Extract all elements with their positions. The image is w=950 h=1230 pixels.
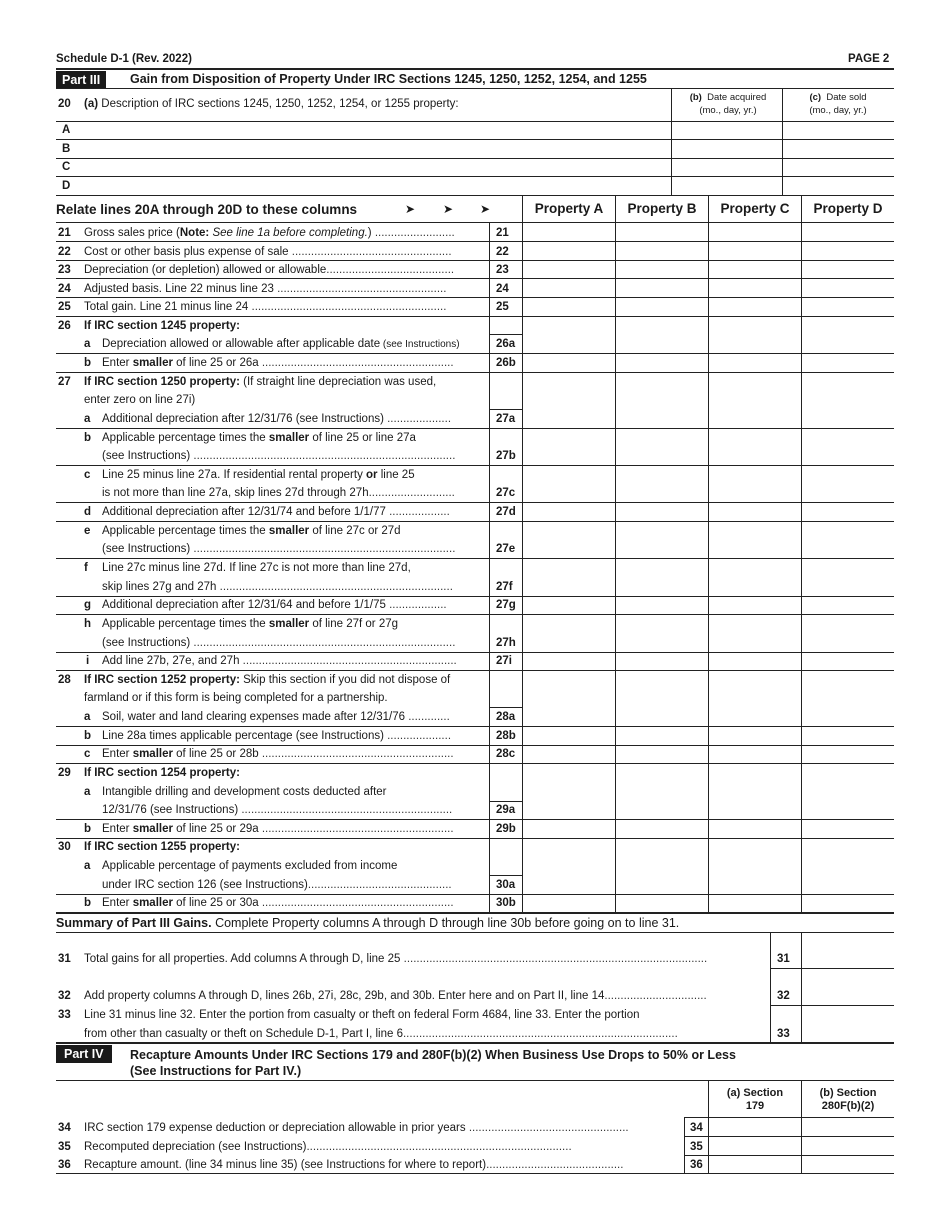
amount-input[interactable] (523, 429, 615, 465)
line22-label: Cost or other basis plus expense of sale .................................................. (84, 246, 452, 258)
line26b-label: Enter smaller of line 25 or 26a ............................................................ (102, 357, 454, 369)
summary-amount-input[interactable] (802, 933, 894, 968)
amount-input[interactable] (709, 671, 801, 726)
line27i-label: Add line 27b, 27e, and 27h ................................................................... (102, 655, 457, 667)
amount-input[interactable] (802, 653, 894, 670)
line28b-label: Line 28a times applicable percentage (see Instructions) .................... (102, 730, 452, 742)
recapture-amount-input[interactable] (709, 1118, 801, 1136)
amount-input[interactable] (616, 373, 708, 428)
date-input[interactable] (672, 159, 781, 176)
amount-input[interactable] (709, 466, 801, 502)
line25-label: Total gain. Line 21 minus line 24 ............................................................. (84, 301, 447, 313)
amount-input[interactable] (709, 373, 801, 428)
amount-input[interactable] (616, 429, 708, 465)
amount-input[interactable] (802, 895, 894, 912)
amount-input[interactable] (616, 746, 708, 763)
amount-input[interactable] (802, 354, 894, 372)
amount-input[interactable] (709, 279, 801, 297)
amount-input[interactable] (709, 317, 801, 353)
amount-input[interactable] (709, 503, 801, 521)
line35-label: Recomputed depreciation (see Instructions)................................................................................... (84, 1141, 572, 1153)
amount-input[interactable] (523, 242, 615, 260)
description-input-d[interactable] (84, 177, 670, 194)
amount-input[interactable] (802, 522, 894, 558)
amount-input[interactable] (616, 503, 708, 521)
amount-input[interactable] (709, 429, 801, 465)
line27a-label: Additional depreciation after 12/31/76 (see Instructions) .................... (102, 413, 452, 425)
column-header-property-b: Property B (627, 201, 697, 216)
summary-amount-input[interactable] (802, 1006, 894, 1042)
amount-input[interactable] (523, 559, 615, 596)
line34-label: IRC section 179 expense deduction or depreciation allowable in prior years .................................................. (84, 1122, 629, 1134)
line-number: 20 (58, 98, 71, 110)
line36-label: Recapture amount. (line 34 minus line 35) (see Instructions for where to report)........................................... (84, 1159, 624, 1171)
amount-input[interactable] (709, 839, 801, 894)
line21-label: Gross sales price (Note: See line 1a before completing.) ......................... (84, 227, 455, 239)
line27f-label: Line 27c minus line 27d. If line 27c is not more than line 27d, (102, 562, 411, 574)
arrow-icon: ➤ (480, 202, 491, 216)
amount-input[interactable] (523, 261, 615, 278)
amount-input[interactable] (802, 820, 894, 838)
amount-input[interactable] (616, 764, 708, 819)
col-a-section-179: (a) Section (726, 1087, 784, 1099)
amount-input[interactable] (709, 746, 801, 763)
amount-input[interactable] (523, 503, 615, 521)
line30a-label: Applicable percentage of payments excluded from income (102, 860, 398, 872)
line29a-label: Intangible drilling and development costs deducted after (102, 786, 387, 798)
amount-input[interactable] (616, 261, 708, 278)
line20-description: (a) Description of IRC sections 1245, 1250, 1252, 1254, or 1255 property: (84, 98, 459, 110)
amount-input[interactable] (616, 242, 708, 260)
line31-label: Total gains for all properties. Add columns A through D, line 25 ............................................................................................... (84, 953, 708, 965)
recapture-amount-input[interactable] (709, 1156, 801, 1173)
col-b-header: (b) Date acquired (689, 92, 767, 103)
column-header-property-c: Property C (720, 201, 790, 216)
amount-input[interactable] (616, 466, 708, 502)
amount-input[interactable] (616, 727, 708, 745)
amount-input[interactable] (709, 354, 801, 372)
amount-input[interactable] (523, 279, 615, 297)
form-title: Schedule D-1 (Rev. 2022) (56, 53, 192, 65)
amount-input[interactable] (616, 895, 708, 912)
amount-input[interactable] (802, 503, 894, 521)
amount-input[interactable] (523, 354, 615, 372)
line27b-label: Applicable percentage times the smaller of line 25 or line 27a (102, 432, 416, 444)
amount-input[interactable] (802, 466, 894, 502)
part4-label: Part IV (56, 1045, 112, 1063)
date-input[interactable] (783, 122, 894, 139)
amount-input[interactable] (523, 466, 615, 502)
date-input[interactable] (672, 140, 781, 157)
amount-input[interactable] (523, 597, 615, 614)
amount-input[interactable] (709, 895, 801, 912)
amount-input[interactable] (709, 615, 801, 652)
row-label-c: C (62, 161, 71, 173)
amount-input[interactable] (616, 279, 708, 297)
line30b-label: Enter smaller of line 25 or 30a ............................................................ (102, 897, 454, 909)
row-label-d: D (62, 180, 71, 192)
part4-title: Recapture Amounts Under IRC Sections 179 and 280F(b)(2) When Business Use Drops to 50% or Less (130, 1048, 736, 1062)
line26-heading: If IRC section 1245 property: (84, 320, 240, 332)
amount-input[interactable] (709, 298, 801, 316)
amount-input[interactable] (802, 373, 894, 428)
col-c-header: (c) Date sold (809, 92, 867, 103)
amount-input[interactable] (802, 223, 894, 241)
amount-input[interactable] (802, 242, 894, 260)
amount-input[interactable] (523, 298, 615, 316)
amount-input[interactable] (616, 223, 708, 241)
amount-input[interactable] (802, 597, 894, 614)
amount-input[interactable] (802, 615, 894, 652)
column-header-property-d: Property D (813, 201, 883, 216)
date-input[interactable] (783, 177, 894, 194)
column-header-property-a: Property A (534, 201, 604, 216)
description-input-c[interactable] (84, 159, 670, 176)
page-number: PAGE 2 (848, 53, 890, 65)
line30-heading: If IRC section 1255 property: (84, 841, 240, 853)
line26a-label: Depreciation allowed or allowable after applicable date (see Instructions) (102, 338, 460, 350)
amount-input[interactable] (523, 373, 615, 428)
amount-input[interactable] (616, 317, 708, 353)
date-input[interactable] (672, 122, 781, 139)
amount-input[interactable] (802, 317, 894, 353)
amount-input[interactable] (616, 354, 708, 372)
recapture-amount-input[interactable] (709, 1137, 801, 1155)
amount-input[interactable] (709, 242, 801, 260)
amount-input[interactable] (709, 261, 801, 278)
amount-input[interactable] (802, 429, 894, 465)
line27c-label: Line 25 minus line 27a. If residential rental property or line 25 (102, 469, 415, 481)
row-label-b: B (62, 143, 71, 155)
amount-input[interactable] (802, 727, 894, 745)
amount-input[interactable] (523, 895, 615, 912)
amount-input[interactable] (709, 820, 801, 838)
amount-input[interactable] (616, 298, 708, 316)
divider (56, 68, 894, 70)
amount-input[interactable] (709, 727, 801, 745)
line29-heading: If IRC section 1254 property: (84, 767, 240, 779)
amount-input[interactable] (802, 764, 894, 819)
arrow-icon: ➤ (405, 202, 416, 216)
line27h-label: Applicable percentage times the smaller of line 27f or 27g (102, 618, 399, 630)
line27e-label: Applicable percentage times the smaller of line 27c or 27d (102, 525, 401, 537)
arrow-icon: ➤ (443, 202, 454, 216)
line24-label: Adjusted basis. Line 22 minus line 23 ..................................................... (84, 283, 447, 295)
line32-label: Add property columns A through D, lines 26b, 27i, 28c, 29b, and 30b. Enter here and on Part II, line 14................................ (84, 990, 707, 1002)
recapture-amount-input[interactable] (802, 1118, 894, 1136)
amount-input[interactable] (709, 597, 801, 614)
amount-input[interactable] (523, 746, 615, 763)
line23-label: Depreciation (or depletion) allowed or allowable........................................ (84, 264, 455, 276)
description-input-b[interactable] (84, 140, 670, 157)
amount-input[interactable] (616, 671, 708, 726)
line28-heading: If IRC section 1252 property: Skip this section if you did not dispose of (84, 674, 451, 686)
amount-input[interactable] (802, 261, 894, 278)
amount-input[interactable] (709, 522, 801, 558)
relate-text: Relate lines 20A through 20D to these columns (56, 202, 358, 217)
date-input[interactable] (672, 177, 781, 194)
line27g-label: Additional depreciation after 12/31/64 and before 1/1/75 .................. (102, 599, 447, 611)
amount-input[interactable] (616, 653, 708, 670)
amount-input[interactable] (523, 522, 615, 558)
amount-input[interactable] (523, 317, 615, 353)
amount-input[interactable] (523, 839, 615, 894)
line29b-label: Enter smaller of line 25 or 29a ............................................................ (102, 823, 454, 835)
amount-input[interactable] (802, 279, 894, 297)
summary-amount-input[interactable] (802, 969, 894, 1005)
line27d-label: Additional depreciation after 12/31/74 and before 1/1/77 ................... (102, 506, 450, 518)
date-input[interactable] (783, 140, 894, 157)
amount-input[interactable] (523, 671, 615, 726)
amount-input[interactable] (523, 653, 615, 670)
description-input-a[interactable] (84, 122, 670, 139)
line33-label: Line 31 minus line 32. Enter the portion from casualty or theft on federal Form 4684, line 33. Enter the portion (84, 1009, 640, 1021)
amount-input[interactable] (616, 597, 708, 614)
amount-input[interactable] (616, 559, 708, 596)
recapture-amount-input[interactable] (802, 1137, 894, 1155)
amount-input[interactable] (709, 764, 801, 819)
date-input[interactable] (783, 159, 894, 176)
line27-heading: If IRC section 1250 property: (If straight line depreciation was used, (84, 376, 437, 388)
amount-input[interactable] (523, 223, 615, 241)
amount-input[interactable] (523, 820, 615, 838)
amount-input[interactable] (616, 522, 708, 558)
amount-input[interactable] (709, 223, 801, 241)
amount-input[interactable] (709, 653, 801, 670)
amount-input[interactable] (802, 559, 894, 596)
line28c-label: Enter smaller of line 25 or 28b ............................................................ (102, 748, 454, 760)
summary-heading: Summary of Part III Gains. Complete Property columns A through D through line 30b before going on to line 31. (56, 916, 680, 930)
amount-input[interactable] (802, 746, 894, 763)
amount-input[interactable] (709, 559, 801, 596)
amount-input[interactable] (523, 764, 615, 819)
amount-input[interactable] (802, 298, 894, 316)
recapture-amount-input[interactable] (802, 1156, 894, 1173)
amount-input[interactable] (802, 839, 894, 894)
amount-input[interactable] (523, 615, 615, 652)
amount-input[interactable] (616, 839, 708, 894)
part3-label: Part III (56, 71, 106, 89)
amount-input[interactable] (802, 671, 894, 726)
row-label-a: A (62, 124, 71, 136)
col-b-section-280f: (b) Section (819, 1087, 877, 1099)
amount-input[interactable] (616, 615, 708, 652)
line28a-label: Soil, water and land clearing expenses made after 12/31/76 ............. (102, 711, 450, 723)
amount-input[interactable] (523, 727, 615, 745)
amount-input[interactable] (616, 820, 708, 838)
part3-title: Gain from Disposition of Property Under IRC Sections 1245, 1250, 1252, 1254, and 1255 (130, 72, 647, 86)
